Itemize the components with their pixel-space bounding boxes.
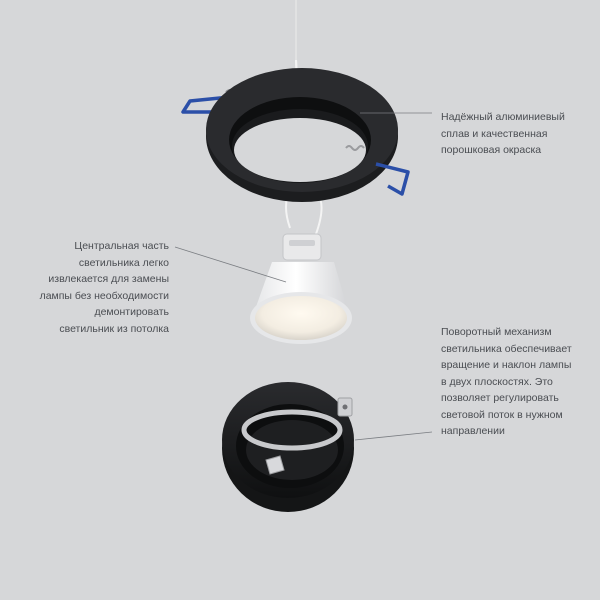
removable-lamp-module <box>250 234 352 344</box>
leader-line-bottom-right <box>355 432 432 440</box>
callout-line: Надёжный алюминиевый <box>441 111 565 123</box>
callout-line: Поворотный механизм <box>441 326 552 338</box>
callout-line: позволяет регулировать <box>441 392 559 404</box>
callout-line: порошковая окраска <box>441 144 542 156</box>
callout-line: демонтировать <box>94 306 169 318</box>
leader-line-left <box>175 247 286 282</box>
callout-line: вращение и наклон лампы <box>441 359 572 371</box>
callout-rotating-mechanism <box>441 324 572 440</box>
callout-line: в двух плоскостях. Это <box>441 375 553 388</box>
callout-line: световой поток в нужном <box>441 408 563 421</box>
callout-removable-center <box>40 238 169 337</box>
callout-line: светильника легко <box>78 256 169 269</box>
rotating-frame-ring <box>222 382 354 512</box>
fixed-mounting-ring <box>183 68 408 202</box>
callout-line: лампы без необходимости <box>39 289 169 302</box>
callout-line: Центральная часть <box>74 240 169 252</box>
callout-line: светильник из потолка <box>59 322 169 335</box>
callout-line: светильника обеспечивает <box>441 342 572 355</box>
callout-line: направлении <box>441 425 505 437</box>
callout-line: сплав и качественная <box>441 127 548 140</box>
callout-material <box>441 109 565 159</box>
callout-line: извлекается для замены <box>48 273 169 285</box>
